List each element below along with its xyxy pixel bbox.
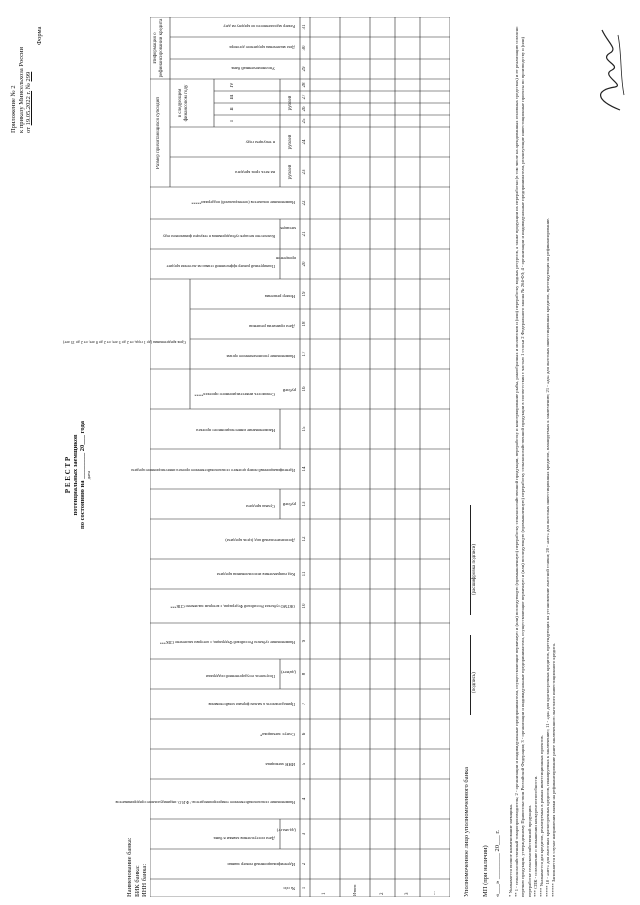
header-project-id: Идентификационный номер целевого сельскохозяйственного проекта инвестиционного кредита [131, 468, 295, 473]
column-number-23: 23 [302, 169, 307, 175]
footnote-6: ****** Заполняется в случае направления заявки на рефинансирование ранее заключенного льготного инвестиционного кредита. [551, 643, 557, 897]
header-subsidy-group: Размер причитающихся субсидий [156, 97, 161, 169]
header-region-name: Наименование субъекта Российской Федерации, с которым заключено СПК*** [159, 640, 295, 645]
header-subsidy-months: Количество месяцев субсидирования в текущем финансовом году [162, 234, 275, 239]
appendix-number-prefix: № [25, 83, 32, 90]
appendix-date-prefix: от [25, 126, 32, 133]
column-number-30: 30 [302, 45, 307, 51]
sign-caption: (подпись) [472, 672, 477, 693]
sign-line [470, 635, 471, 715]
header-application-date-unit: (дд.мм.гг) [276, 828, 296, 833]
header-num: № п/п [283, 886, 295, 891]
header-project-name: Наименование инвестиционного проекта [196, 428, 275, 433]
column-number-19: 19 [302, 291, 307, 297]
header-quarter-2: II [230, 107, 235, 111]
header-quarter-4: IV [230, 82, 235, 88]
title-block [64, 345, 91, 605]
decode-caption: (расшифровка подписи) [472, 543, 477, 595]
header-project-cost-unit: рублей [282, 388, 296, 393]
header-effective-rate: Планируемый размер эффективной ставки на льготном кредите [166, 264, 275, 269]
column-number-10: 10 [302, 603, 307, 609]
footnote-5: ***** 10 - «нет» для льготных краткосрочных кредитов, планируемых к заключению; 11 - «да» для краткосрочных кредитов, претендующих на установление льготной ставки; 20 - «нет» для льготных инвестиционных кредитов, планируемых к заключению; 21 - «да» для льготных инвестиционных кредитов, претендующих на рефинансирование. [545, 217, 551, 897]
header-refinance-contract-date: Дата заключения кредитного договора [229, 45, 295, 50]
column-number-6: 6 [302, 732, 307, 736]
row-label-ellipsis: ... [432, 891, 437, 895]
column-number-15: 15 [302, 426, 307, 432]
header-decision-date: Дата принятия решения [249, 324, 295, 329]
header-subsidy-next-year: в следующем финансовом году [178, 84, 189, 122]
header-purpose-code: Код направления использования кредита [216, 572, 295, 577]
header-support-recipient-unit: (да/нет) [281, 670, 296, 675]
header-subsidy-current-year: в текущем году [245, 140, 275, 145]
column-number-17: 17 [302, 351, 307, 357]
header-small-business: Принадлежность к малым формам хозяйствования [208, 702, 295, 707]
column-number-3: 3 [302, 832, 307, 836]
column-number-20: 20 [302, 261, 307, 267]
title-date-line: по состоянию на ________ 20___ года [79, 421, 86, 529]
title-main: Р Е Е С Т Р [64, 456, 72, 494]
signatory-title: Уполномоченное лицо уполномоченного банка [463, 766, 470, 897]
row-label-1: 1 [322, 892, 327, 895]
header-unit-rub-2: рублей [288, 134, 293, 150]
row-label-total: Итого [352, 884, 357, 896]
header-loan-term: Срок кредитования (до 1 года, от 2 до 5 лет, от 2 до 8 лет, от 2 до 15 лет) [63, 340, 186, 345]
footnote-3: *** СПК - соглашение о повышении конкурентоспособности. [532, 775, 538, 897]
column-number-13: 13 [302, 501, 307, 507]
header-application-id: Идентификационный номер заявки [227, 862, 295, 867]
header-borrower-name: Наименование сельскохозяйственного товаропроизводителя / Ф.И.О. индивидуального предпринимателя [115, 800, 295, 805]
column-number-28: 28 [302, 82, 307, 88]
footnote-4: **** Указывается для кредитов, реализуемых в рамках инвестиционных проектов. [539, 735, 545, 897]
column-number-4: 4 [302, 797, 307, 801]
column-number-11: 11 [302, 571, 307, 577]
header-effective-rate-unit: процентов [275, 256, 296, 261]
column-number-1: 1 [302, 886, 307, 890]
header-refinance-group: Информация о рефинансировании кредита [153, 18, 164, 78]
column-number-26: 26 [302, 106, 307, 112]
header-loan-amount-unit: рублей [282, 502, 296, 507]
handwritten-signature-icon [590, 25, 630, 115]
column-number-9: 9 [302, 639, 307, 643]
header-loan-amount: Сумма кредита [246, 504, 275, 509]
bank-bik-label: БИК банка: [133, 865, 141, 897]
decode-line [470, 505, 471, 615]
row-label-2: 2 [380, 892, 385, 895]
header-support-indicator: Наименование показателя (потенциальной) поддержки***** [191, 200, 295, 205]
column-number-22: 22 [302, 200, 307, 206]
row-label-3: 3 [405, 892, 410, 895]
appendix-date: 19.05.2022 г. [25, 90, 32, 126]
column-number-2: 2 [302, 862, 307, 866]
column-number-12: 12 [302, 536, 307, 542]
footnote-1: * Указывается полное наименование заемщика. [508, 804, 513, 897]
column-number-27: 27 [302, 94, 307, 100]
header-borrower-inn: ИНН заемщика [265, 762, 295, 767]
title-date-caption: дата [86, 470, 91, 480]
column-number-31: 31 [302, 24, 307, 30]
column-number-21: 21 [302, 231, 307, 237]
header-subsidy-months-unit: месяцев [280, 226, 296, 231]
column-number-7: 7 [302, 702, 307, 706]
signature-date-line: «___» ________ 20___ г. [494, 830, 501, 897]
stamp-place: МП (при наличии) [482, 845, 489, 897]
header-quarter-3: III [230, 94, 235, 100]
footnote-2: ** 1 - сельскохозяйственный товаропроизводитель; 2 - организации и индивидуальные предприниматели, осуществляющие первичную и (или) последующую (промышленную) переработку сельскохозяйственной продукции, переработку и консервирование рыбы, ракообразных и моллюсков и (или) переработку водных ресурсов, а также продукции их переработки (в том числе на арендованных основных средствах) и ее реализацию согласно перечню продукции, утвержденному Правительством Российской Федерации; 3 - организации и индивидуальные предприниматели, осуществляющие первичную и (или) последующую (промышленную) переработку сельскохозяйственной продукции в соответствии с частью 1 статьи 2 Федерального закона № 264-ФЗ; 4 - организации и индивидуальные предприниматели, реализующие инвестиционные проекты по производству и (или) переработке сельскохозяйственной продукции. [514, 26, 532, 897]
column-number-16: 16 [302, 386, 307, 392]
header-support-recipient: Получатель государственной поддержки [205, 674, 275, 679]
header-decision-number: Номер решения [264, 294, 295, 299]
appendix-number: 299 [25, 71, 32, 82]
column-number-18: 18 [302, 321, 307, 327]
column-number-5: 5 [302, 762, 307, 766]
table-grid [150, 17, 450, 897]
column-number-25: 25 [302, 118, 307, 124]
title-sub: потенциальных заемщиков [72, 434, 79, 516]
header-quarter-1: I [230, 120, 235, 122]
column-number-14: 14 [302, 466, 307, 472]
column-number-8: 8 [302, 672, 307, 676]
appendix-line3 [25, 47, 33, 133]
column-number-29: 29 [302, 66, 307, 72]
bank-info [126, 837, 149, 897]
header-region-oktmo: ОКТМО субъекта Российской Федерации, с которым заключено СПК*** [170, 604, 295, 609]
header-borrower-status: Статус заемщика* [260, 732, 295, 737]
bank-name-label: Наименование банка: [126, 837, 133, 897]
header-additional-code: Дополнительный код (цель кредита) [225, 538, 295, 543]
column-number-24: 24 [302, 139, 307, 145]
header-unit-rub-3: рублей [288, 95, 293, 111]
header-project-cost: Стоимость инвестиционного проекта**** [194, 392, 275, 397]
footnotes [508, 17, 558, 897]
header-authority: Наименование уполномоченного органа [226, 354, 295, 359]
header-refinance-debt: Размер задолженности по кредиту на дату [223, 24, 295, 29]
header-unit-rub-1: рублей [288, 164, 293, 180]
bank-inn-label: ИНН банка: [141, 863, 148, 897]
appendix-line2: к приказу Минсельхоза России [17, 47, 25, 133]
header-refinance-bank: Уполномоченный банк [231, 66, 275, 71]
form-label: Форма [36, 26, 43, 45]
appendix-block [10, 47, 33, 133]
appendix-line1: Приложение № 2 [10, 85, 17, 133]
header-application-date: Дата поступления заявки в банк [213, 836, 275, 841]
header-subsidy-total: на весь срок кредита [235, 170, 275, 175]
